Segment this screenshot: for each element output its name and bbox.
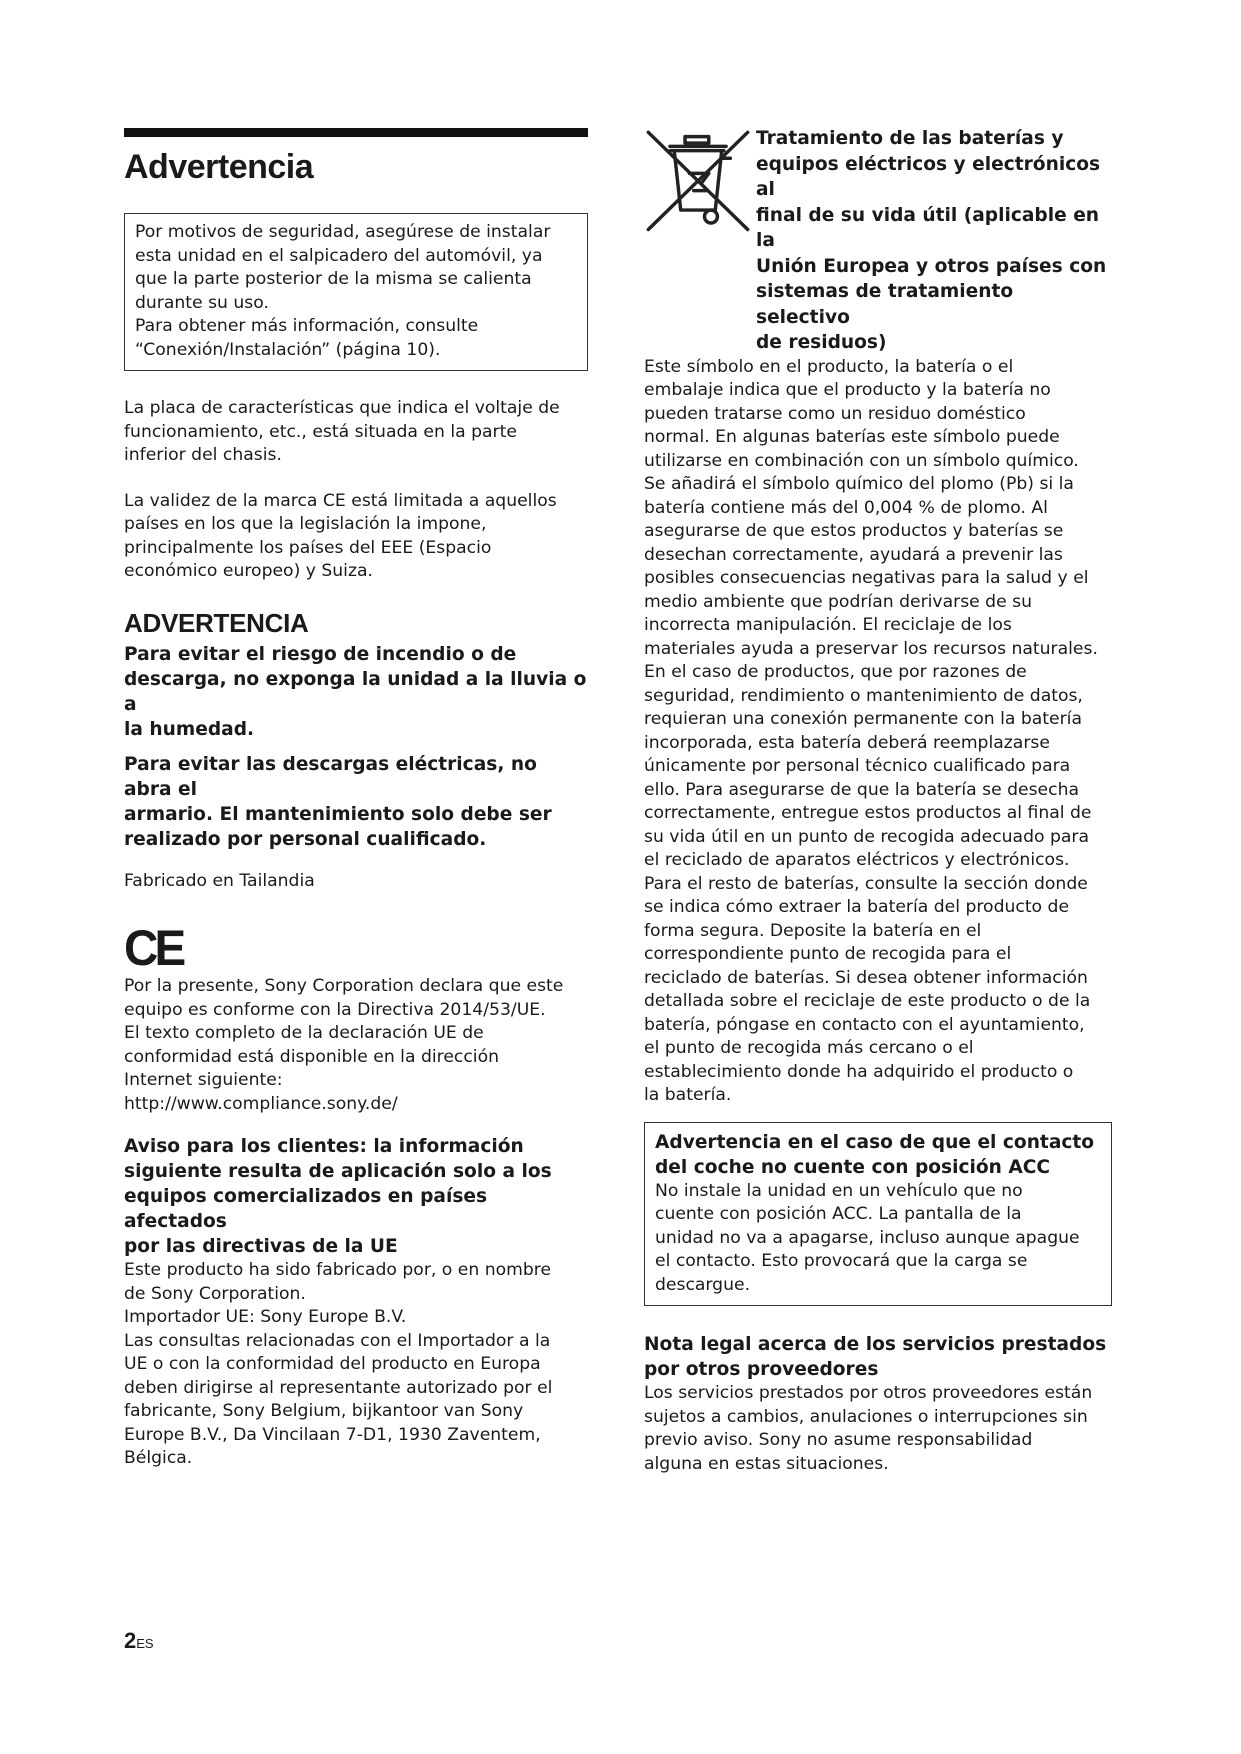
text-line: La placa de características que indica el voltaje de <box>124 398 560 418</box>
box-line: “Conexión/Instalación” (página 10). <box>135 339 441 360</box>
text-line: inferior del chasis. <box>124 445 282 465</box>
text-line: unidad no va a apagarse, incluso aunque apague <box>655 1227 1080 1248</box>
text-line: Para evitar el riesgo de incendio o de <box>124 643 517 665</box>
text-line: fabricante, Sony Belgium, bijkantoor van Sony <box>124 1401 524 1421</box>
text-line: equipo es conforme con la Directiva 2014/53/UE. <box>124 999 546 1020</box>
text-line: únicamente por personal técnico cualificado para <box>644 756 1071 776</box>
box-line: esta unidad en el salpicadero del automóvil, ya <box>135 245 543 266</box>
text-line: correctamente, entregue estos productos al final de <box>644 803 1092 823</box>
declaration-paragraph <box>124 975 588 1116</box>
text-line: cuente con posición ACC. La pantalla de la <box>655 1204 1022 1224</box>
text-line: reciclado de baterías. Si desea obtener información <box>644 967 1088 988</box>
section-heading-line: equipos comercializados en países afectados <box>124 1186 488 1232</box>
text-line: principalmente los países del EEE (Espacio <box>124 537 492 558</box>
page-folio <box>124 1628 154 1654</box>
text-line: el reciclado de aparatos eléctricos y electrónicos. <box>644 850 1070 870</box>
left-column <box>124 128 588 1471</box>
text-line: la batería. <box>644 1085 732 1105</box>
text-line: Este producto ha sido fabricado por, o en nombre <box>124 1260 552 1280</box>
text-line: incorporada, esta batería deberá reemplazarse <box>644 732 1050 753</box>
page-title: Advertencia <box>124 148 314 186</box>
text-line: requieran una conexión permanente con la batería <box>644 709 1082 729</box>
text-line: el contacto. Esto provocará que la carga se <box>655 1251 1028 1271</box>
text-line: posibles consecuencias negativas para la salud y el <box>644 568 1089 588</box>
text-line: desechan correctamente, ayudará a prevenir las <box>644 544 1063 565</box>
text-line: países en los que la legislación la impone, <box>124 514 487 534</box>
text-line: En el caso de productos, que por razones de <box>644 662 1027 682</box>
text-line: de Sony Corporation. <box>124 1283 306 1304</box>
text-line: pueden tratarse como un residuo doméstico <box>644 403 1026 424</box>
text-line: asegurarse de que estos productos y baterías se <box>644 521 1064 541</box>
text-line: Los servicios prestados por otros proveedores están <box>644 1383 1093 1403</box>
language-code: ES <box>136 1636 154 1651</box>
text-line: sujetos a cambios, anulaciones o interrupciones sin <box>644 1406 1088 1427</box>
recycling-title <box>756 126 1112 356</box>
text-line: ello. Para asegurarse de que la batería se desecha <box>644 779 1080 800</box>
text-line: económico europeo) y Suiza. <box>124 561 373 581</box>
section-heading-line: Nota legal acerca de los servicios prestados <box>644 1334 1107 1355</box>
text-line: forma segura. Deposite la batería en el <box>644 920 982 941</box>
text-line: materiales ayuda a preservar los recursos naturales. <box>644 638 1098 659</box>
text-line: Internet siguiente: <box>124 1070 283 1090</box>
section-heading-line: por las directivas de la UE <box>124 1236 398 1257</box>
ce-logo: CE <box>124 920 183 976</box>
made-in-text: Fabricado en Tailandia <box>124 870 315 891</box>
text-line: correspondiente punto de recogida para el <box>644 944 1012 964</box>
text-line: batería contiene más del 0,004 % de plomo. Al <box>644 497 1048 518</box>
text-line: realizado por personal cualificado. <box>124 828 487 850</box>
text-line: seguridad, rendimiento o mantenimiento de datos, <box>644 685 1083 706</box>
title-line: Unión Europea y otros países con <box>756 255 1107 277</box>
safety-notice-box <box>124 213 588 371</box>
text-line: Bélgica. <box>124 1448 193 1468</box>
text-line: descargue. <box>655 1274 751 1295</box>
text-line: detallada sobre el reciclaje de este producto o de la <box>644 991 1091 1011</box>
section-heading-line: siguiente resulta de aplicación solo a los <box>124 1161 552 1182</box>
heading-rule <box>124 128 588 137</box>
box-line: Para obtener más información, consulte <box>135 316 479 336</box>
text-line: alguna en estas situaciones. <box>644 1453 889 1474</box>
text-line: medio ambiente que podrían derivarse de su <box>644 591 1032 612</box>
text-line: batería, póngase en contacto con el ayuntamiento, <box>644 1014 1085 1035</box>
box-line: durante su uso. <box>135 292 269 313</box>
right-column <box>644 128 1112 1476</box>
box-line: que la parte posterior de la misma se calienta <box>135 269 532 289</box>
text-line: Este símbolo en el producto, la batería o el <box>644 356 1014 377</box>
text-line: establecimiento donde ha adquirido el producto o <box>644 1061 1074 1082</box>
section-heading-line: Aviso para los clientes: la información <box>124 1136 524 1157</box>
recycling-body <box>644 356 1112 1108</box>
text-line: armario. El mantenimiento solo debe ser <box>124 803 552 825</box>
text-line: su vida útil en un punto de recogida adecuado para <box>644 826 1089 847</box>
text-line: utilizarse en combinación con un símbolo químico. <box>644 450 1079 471</box>
recycling-header <box>644 128 1112 356</box>
box-heading-line: del coche no cuente con posición ACC <box>655 1156 1051 1178</box>
eu-notice-section <box>124 1134 588 1471</box>
text-line: la humedad. <box>124 718 255 740</box>
legal-note-section <box>644 1332 1112 1476</box>
title-line: Tratamiento de las baterías y <box>756 128 1064 149</box>
text-line: embalaje indica que el producto y la batería no <box>644 380 1051 400</box>
section-heading-line: por otros proveedores <box>644 1359 879 1380</box>
text-line: No instale la unidad en un vehículo que no <box>655 1180 1023 1201</box>
ce-validity-paragraph <box>124 490 588 584</box>
text-line: El texto completo de la declaración UE de <box>124 1023 484 1043</box>
title-line: equipos eléctricos y electrónicos al <box>756 153 1101 200</box>
shock-warning <box>124 752 588 852</box>
page-number: 2 <box>124 1628 137 1653</box>
advertencia-heading: ADVERTENCIA <box>124 607 309 638</box>
title-line: de residuos) <box>756 332 887 353</box>
title-line: sistemas de tratamiento selectivo <box>756 281 1014 328</box>
text-line: deben dirigirse al representante autorizado por el <box>124 1377 553 1398</box>
text-line: Europe B.V., Da Vincilaan 7-D1, 1930 Zaventem, <box>124 1424 541 1445</box>
crossed-out-wheelie-bin-icon <box>644 128 752 236</box>
text-line: incorrecta manipulación. El reciclaje de los <box>644 615 1012 635</box>
box-heading-line: Advertencia en el caso de que el contacto <box>655 1131 1095 1153</box>
box-line: Por motivos de seguridad, asegúrese de instalar <box>135 222 551 242</box>
text-line: Se añadirá el símbolo químico del plomo (Pb) si la <box>644 474 1074 494</box>
text-line: Las consultas relacionadas con el Importador a la <box>124 1330 551 1351</box>
fire-warning <box>124 642 588 742</box>
acc-warning-box <box>644 1122 1112 1307</box>
text-line: se indica cómo extraer la batería del producto de <box>644 897 1070 917</box>
text-line: Importador UE: Sony Europe B.V. <box>124 1307 407 1327</box>
text-line: conformidad está disponible en la dirección <box>124 1046 499 1067</box>
text-line: La validez de la marca CE está limitada a aquellos <box>124 490 557 511</box>
text-line: UE o con la conformidad del producto en Europa <box>124 1354 541 1374</box>
text-line: funcionamiento, etc., está situada en la parte <box>124 421 517 442</box>
text-line: descarga, no exponga la unidad a la lluvia o a <box>124 668 587 715</box>
text-line: previo aviso. Sony no asume responsabilidad <box>644 1430 1033 1450</box>
compliance-url: http://www.compliance.sony.de/ <box>124 1093 398 1114</box>
text-line: Por la presente, Sony Corporation declara que este <box>124 976 564 996</box>
rating-plate-paragraph <box>124 397 588 468</box>
title-line: final de su vida útil (aplicable en la <box>756 204 1100 251</box>
text-line: normal. En algunas baterías este símbolo puede <box>644 427 1060 447</box>
text-line: Para evitar las descargas eléctricas, no abra el <box>124 753 537 800</box>
text-line: Para el resto de baterías, consulte la sección donde <box>644 873 1088 894</box>
text-line: el punto de recogida más cercano o el <box>644 1038 974 1058</box>
